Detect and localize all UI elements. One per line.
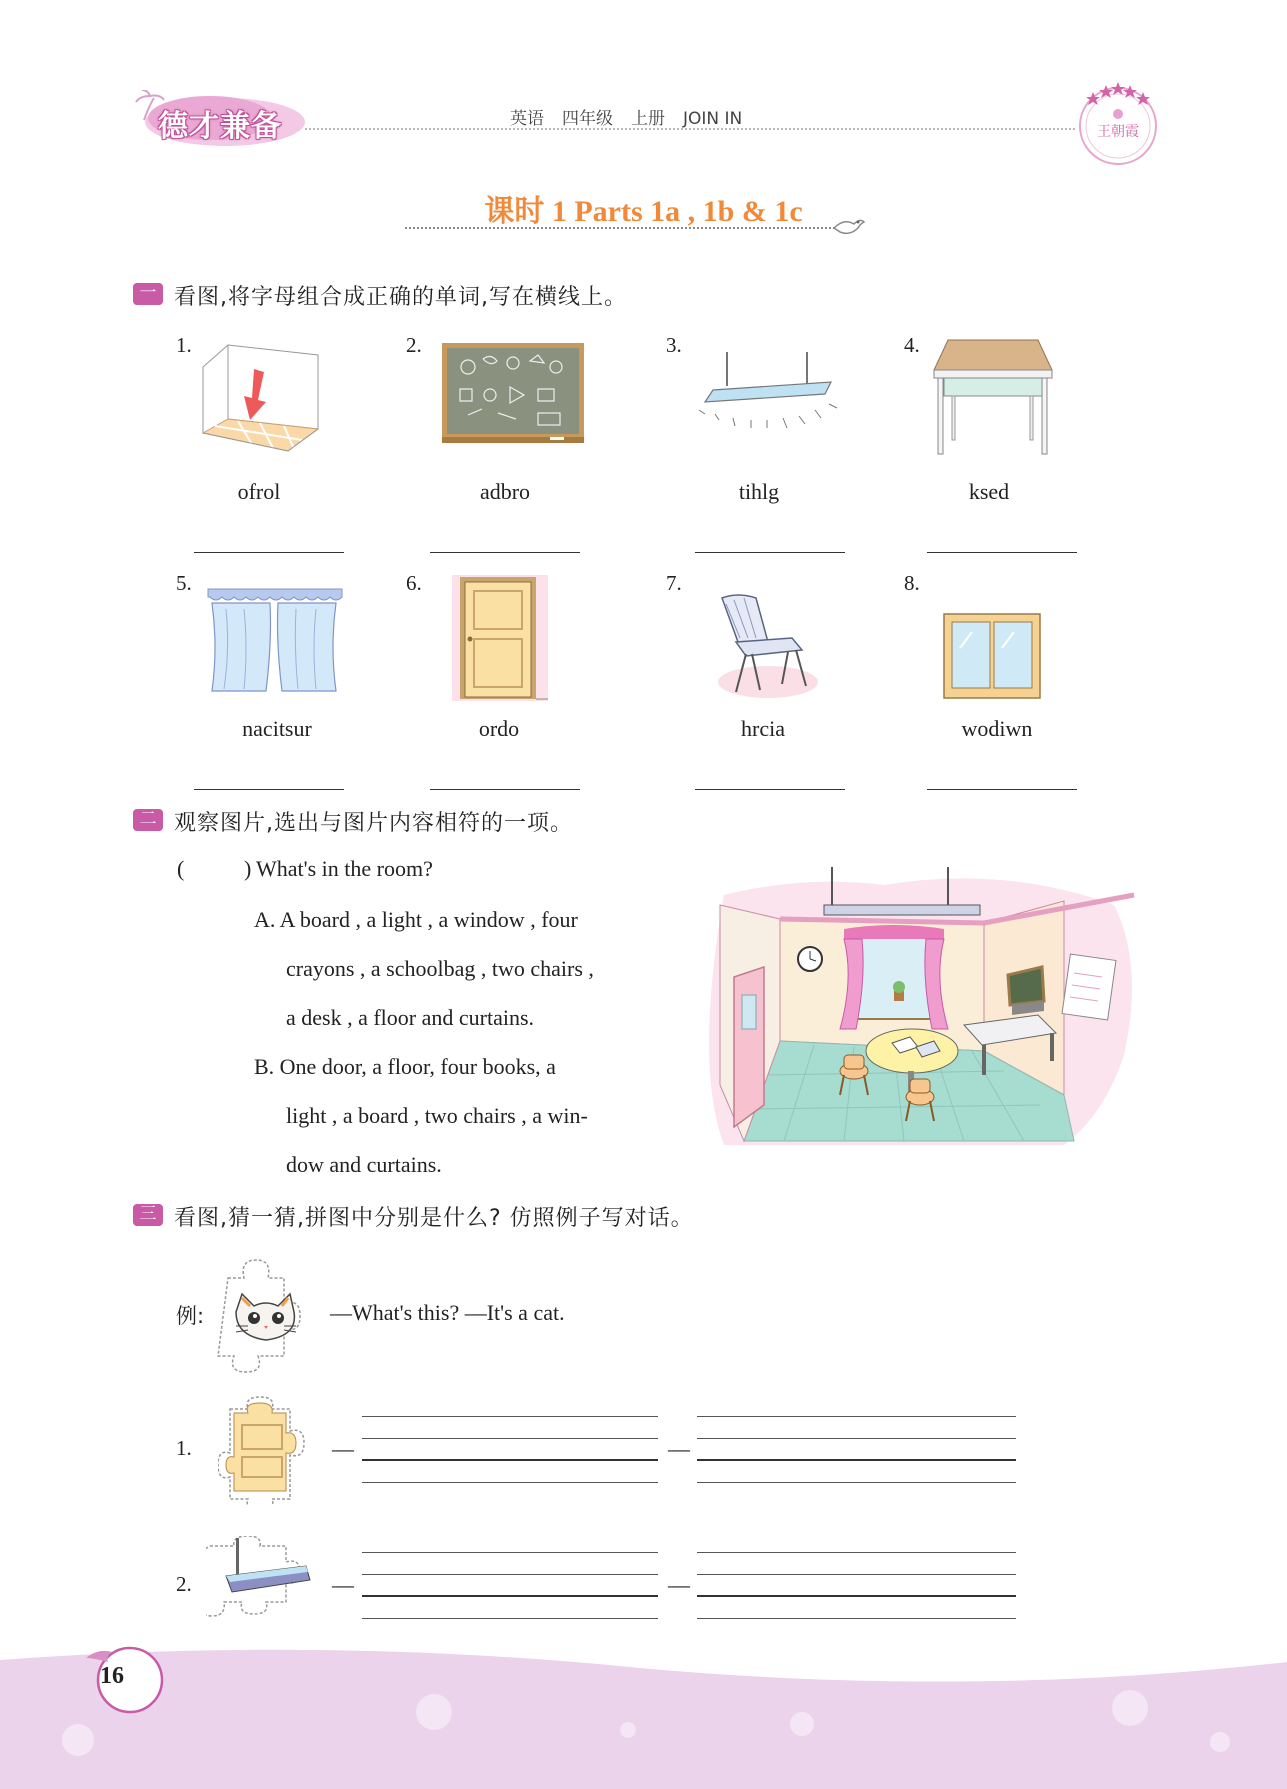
book-grade: 四年级 bbox=[562, 109, 613, 129]
book-volume: 上册 bbox=[631, 109, 665, 129]
chair-icon bbox=[716, 592, 820, 700]
brand-logo-text: 德才兼备 bbox=[158, 109, 282, 144]
footer-background bbox=[0, 1640, 1287, 1789]
option-a-line: A. A board , a light , a window , four bbox=[254, 907, 578, 932]
option-b-line: B. One door, a floor, four books, a bbox=[254, 1054, 556, 1079]
scrambled-word: ofrol bbox=[237, 479, 281, 504]
option-a-line: a desk , a floor and curtains. bbox=[286, 1005, 535, 1030]
dialogue-dash: — bbox=[332, 1436, 354, 1461]
section-2-badge: 二 bbox=[133, 809, 163, 831]
classroom-illustration bbox=[704, 865, 1144, 1145]
section-1-badge: 一 bbox=[133, 283, 163, 305]
book-info bbox=[510, 104, 760, 129]
option-b-line: light , a board , two chairs , a win- bbox=[286, 1103, 588, 1128]
row-number: 2. bbox=[176, 1572, 192, 1596]
cat-puzzle-icon bbox=[214, 1256, 316, 1380]
answer-blank[interactable] bbox=[190, 852, 242, 882]
item-number: 7. bbox=[666, 571, 682, 595]
option-b[interactable] bbox=[254, 1042, 684, 1189]
scrambled-word: wodiwn bbox=[961, 716, 1033, 741]
item-number: 3. bbox=[666, 333, 682, 357]
example-dialogue: —What's this? —It's a cat. bbox=[330, 1300, 565, 1325]
question-text: What's in the room? bbox=[256, 856, 433, 881]
curtains-icon bbox=[206, 585, 344, 695]
scrambled-word: ksed bbox=[968, 479, 1010, 504]
scrambled-word: nacitsur bbox=[242, 716, 312, 741]
seal-text: 王朝霞 bbox=[1097, 124, 1139, 140]
door-icon bbox=[452, 575, 548, 701]
section-3-badge: 三 bbox=[133, 1204, 163, 1226]
option-b-line: dow and curtains. bbox=[286, 1152, 442, 1177]
dialogue-dash: — bbox=[332, 1572, 354, 1597]
item-number: 4. bbox=[904, 333, 920, 357]
dialogue-dash: — bbox=[668, 1572, 690, 1597]
answer-line[interactable] bbox=[927, 552, 1077, 553]
desk-icon bbox=[930, 336, 1055, 458]
answer-paren-close: ) bbox=[244, 856, 252, 881]
answer-line[interactable] bbox=[194, 789, 344, 790]
book-series: JOIN IN bbox=[683, 109, 743, 129]
answer-writing-lines[interactable] bbox=[697, 1552, 1016, 1622]
scrambled-word: ordo bbox=[478, 716, 520, 741]
item-number: 8. bbox=[904, 571, 920, 595]
lesson-title: 课时 1 Parts 1a , 1b & 1c bbox=[484, 195, 803, 228]
answer-line[interactable] bbox=[695, 552, 845, 553]
scrambled-word: tihlg bbox=[738, 479, 780, 504]
door-puzzle-icon bbox=[218, 1395, 312, 1505]
floor-icon bbox=[198, 337, 323, 455]
option-a[interactable] bbox=[254, 895, 684, 1042]
answer-writing-lines[interactable] bbox=[697, 1416, 1016, 1486]
section-2-instruction: 观察图片,选出与图片内容相符的一项。 bbox=[174, 811, 573, 836]
blackboard-icon bbox=[438, 337, 588, 447]
answer-line[interactable] bbox=[430, 552, 580, 553]
item-number: 2. bbox=[406, 333, 422, 357]
answer-paren-open: ( bbox=[177, 856, 185, 881]
answer-line[interactable] bbox=[927, 789, 1077, 790]
bird-icon bbox=[832, 212, 866, 238]
dialogue-dash: — bbox=[668, 1436, 690, 1461]
scrambled-word: hrcia bbox=[741, 716, 785, 741]
light-puzzle-icon bbox=[206, 1536, 326, 1632]
answer-line[interactable] bbox=[695, 789, 845, 790]
window-icon bbox=[942, 612, 1042, 700]
example-label: 例: bbox=[176, 1304, 205, 1328]
question-writing-lines[interactable] bbox=[362, 1416, 658, 1486]
book-subject: 英语 bbox=[510, 109, 544, 129]
section-3-instruction: 看图,猜一猜,拼图中分别是什么? 仿照例子写对话。 bbox=[174, 1206, 694, 1231]
row-number: 1. bbox=[176, 1436, 192, 1460]
scrambled-word: adbro bbox=[479, 479, 531, 504]
option-a-line: crayons , a schoolbag , two chairs , bbox=[286, 956, 594, 981]
section-1-instruction: 看图,将字母组合成正确的单词,写在横线上。 bbox=[174, 285, 627, 310]
item-number: 6. bbox=[406, 571, 422, 595]
page-number: 16 bbox=[100, 1663, 124, 1689]
title-underline bbox=[405, 227, 835, 229]
item-number: 5. bbox=[176, 571, 192, 595]
item-number: 1. bbox=[176, 333, 192, 357]
question-writing-lines[interactable] bbox=[362, 1552, 658, 1622]
answer-line[interactable] bbox=[430, 789, 580, 790]
ceiling-light-icon bbox=[695, 348, 855, 440]
answer-line[interactable] bbox=[194, 552, 344, 553]
author-seal bbox=[1073, 78, 1163, 168]
